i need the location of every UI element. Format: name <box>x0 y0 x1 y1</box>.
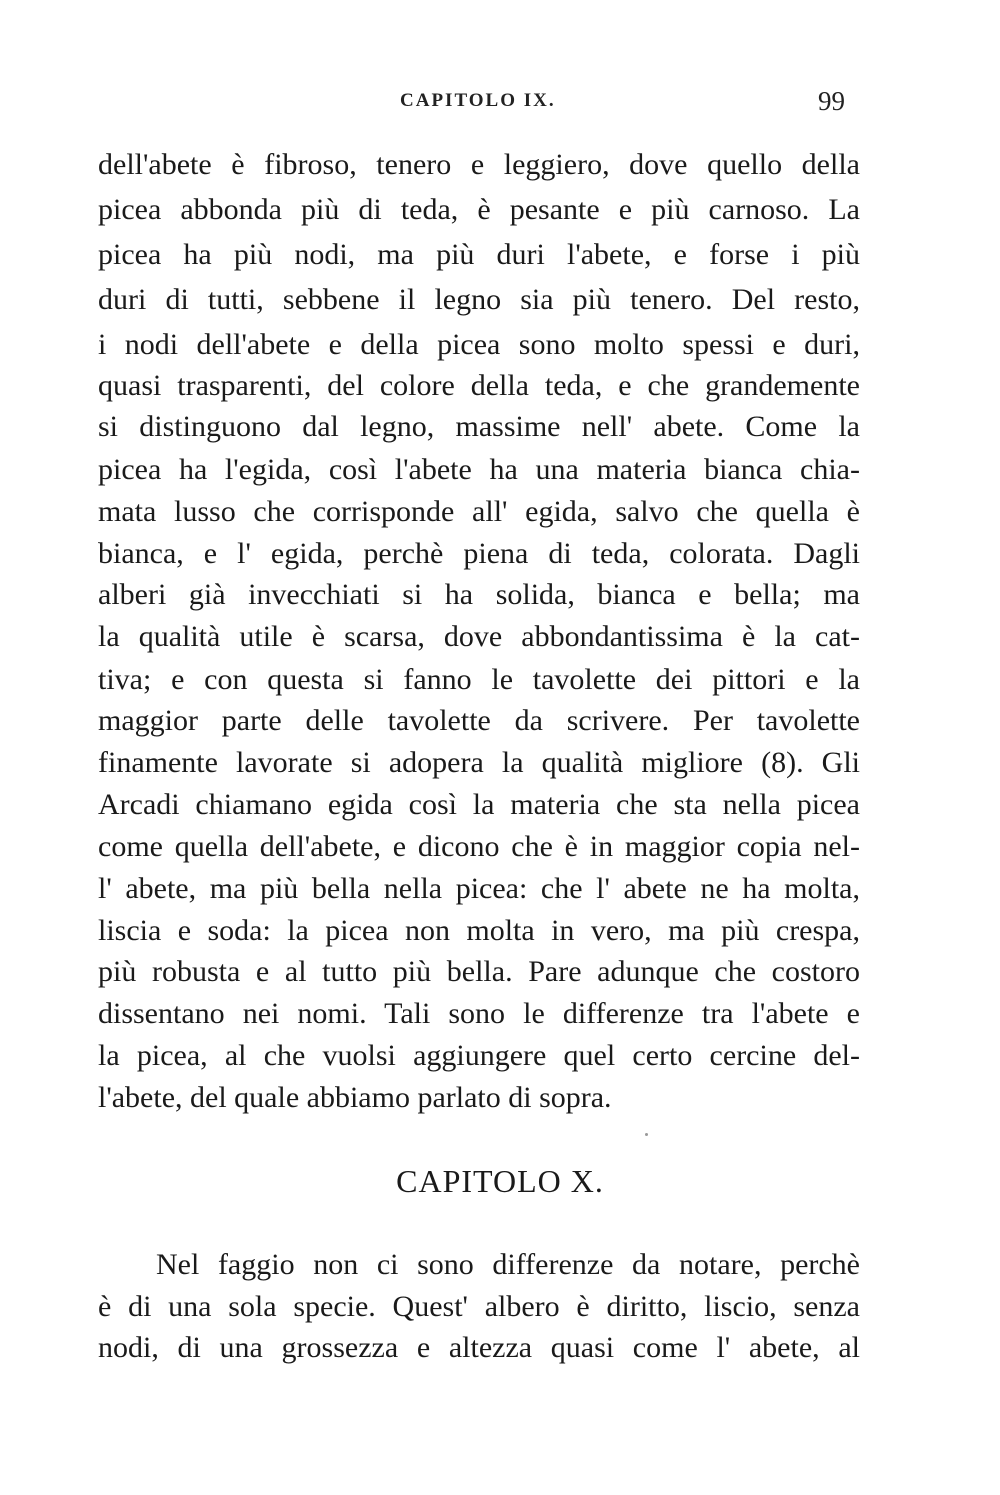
text-line: quasi trasparenti, del colore della teda, e che grandemente <box>98 369 860 402</box>
text-line: dell'abete è fibroso, tenero e leggiero, dove quello della <box>98 148 860 181</box>
text-line: più robusta e al tutto più bella. Pare adunque che costoro <box>98 955 860 988</box>
text-line: si distinguono dal legno, massime nell' abete. Come la <box>98 410 860 443</box>
text-line: finamente lavorate si adopera la qualità migliore (8). Gli <box>98 746 860 779</box>
text-line: è di una sola specie. Quest' albero è diritto, liscio, senza <box>98 1290 860 1323</box>
text-line: dissentano nei nomi. Tali sono le differenze tra l'abete e <box>98 997 860 1030</box>
text-line: la qualità utile è scarsa, dove abbondantissima è la cat- <box>98 620 860 653</box>
chapter-heading: CAPITOLO X. <box>396 1163 604 1199</box>
text-line: Arcadi chiamano egida così la materia che sta nella picea <box>98 788 860 821</box>
text-line: maggior parte delle tavolette da scrivere. Per tavolette <box>98 704 860 737</box>
page-number: 99 <box>818 86 845 116</box>
text-line: la picea, al che vuolsi aggiungere quel certo cercine del- <box>98 1039 860 1072</box>
text-line: picea ha l'egida, così l'abete ha una materia bianca chia- <box>98 453 860 486</box>
running-title: CAPITOLO IX. <box>400 90 556 111</box>
running-head <box>0 88 1000 118</box>
text-line: tiva; e con questa si fanno le tavolette dei pittori e la <box>98 663 860 696</box>
text-line: Nel faggio non ci sono differenze da notare, perchè <box>156 1248 860 1281</box>
text-line: l' abete, ma più bella nella picea: che l' abete ne ha molta, <box>98 872 860 905</box>
text-line: nodi, di una grossezza e altezza quasi come l' abete, al <box>98 1331 860 1364</box>
text-line: picea abbonda più di teda, è pesante e più carnoso. La <box>98 193 860 226</box>
print-speck <box>645 1133 648 1136</box>
text-line: come quella dell'abete, e dicono che è in maggior copia nel- <box>98 830 860 863</box>
text-line: picea ha più nodi, ma più duri l'abete, e forse i più <box>98 238 860 271</box>
text-line: duri di tutti, sebbene il legno sia più tenero. Del resto, <box>98 283 860 316</box>
text-line: liscia e soda: la picea non molta in vero, ma più crespa, <box>98 914 860 947</box>
text-line: mata lusso che corrisponde all' egida, salvo che quella è <box>98 495 860 528</box>
text-line: bianca, e l' egida, perchè piena di teda, colorata. Dagli <box>98 537 860 570</box>
text-line: alberi già invecchiati si ha solida, bianca e bella; ma <box>98 578 860 611</box>
text-line: l'abete, del quale abbiamo parlato di sopra. <box>98 1081 612 1114</box>
text-line: i nodi dell'abete e della picea sono molto spessi e duri, <box>98 328 860 361</box>
